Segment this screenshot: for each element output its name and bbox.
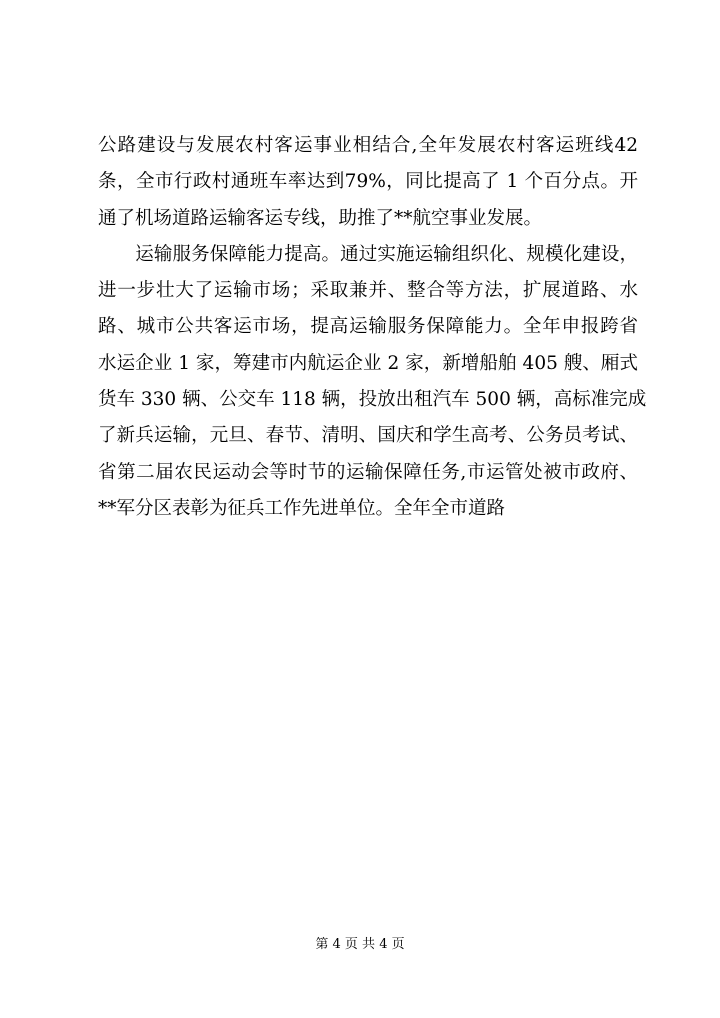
- text-line-8: 货车 330 辆、公交车 118 辆，投放出租汽车 500 辆，高标准完成: [98, 389, 647, 411]
- text-line-6: 路、城市公共客运市场，提高运输服务保障能力。全年申报跨省: [98, 316, 638, 338]
- text-line-5: 进一步壮大了运输市场；采取兼并、整合等方法，扩展道路、水: [98, 280, 638, 302]
- text-line-10: 省第二届农民运动会等时节的运输保障任务,市运管处被市政府、: [98, 461, 638, 483]
- page-number: 第 4 页 共 4 页: [315, 937, 405, 952]
- text-line-2: 条，全市行政村通班车率达到79%，同比提高了 1 个百分点。开: [98, 171, 638, 193]
- text-line-11: **军分区表彰为征兵工作先进单位。全年全市道路: [98, 497, 506, 519]
- text-line-1: 公路建设与发展农村客运事业相结合,全年发展农村客运班线42: [98, 135, 638, 156]
- body-text: [98, 128, 647, 527]
- page-footer: [0, 936, 720, 954]
- text-line-7: 水运企业 1 家，筹建市内航运企业 2 家，新增船舶 405 艘、厢式: [98, 352, 638, 374]
- text-line-3: 通了机场道路运输客运专线，助推了**航空事业发展。: [98, 207, 543, 229]
- text-line-4: 运输服务保障能力提高。通过实施运输组织化、规模化建设，: [98, 243, 638, 265]
- text-line-9: 了新兵运输，元旦、春节、清明、国庆和学生高考、公务员考试、: [98, 425, 638, 447]
